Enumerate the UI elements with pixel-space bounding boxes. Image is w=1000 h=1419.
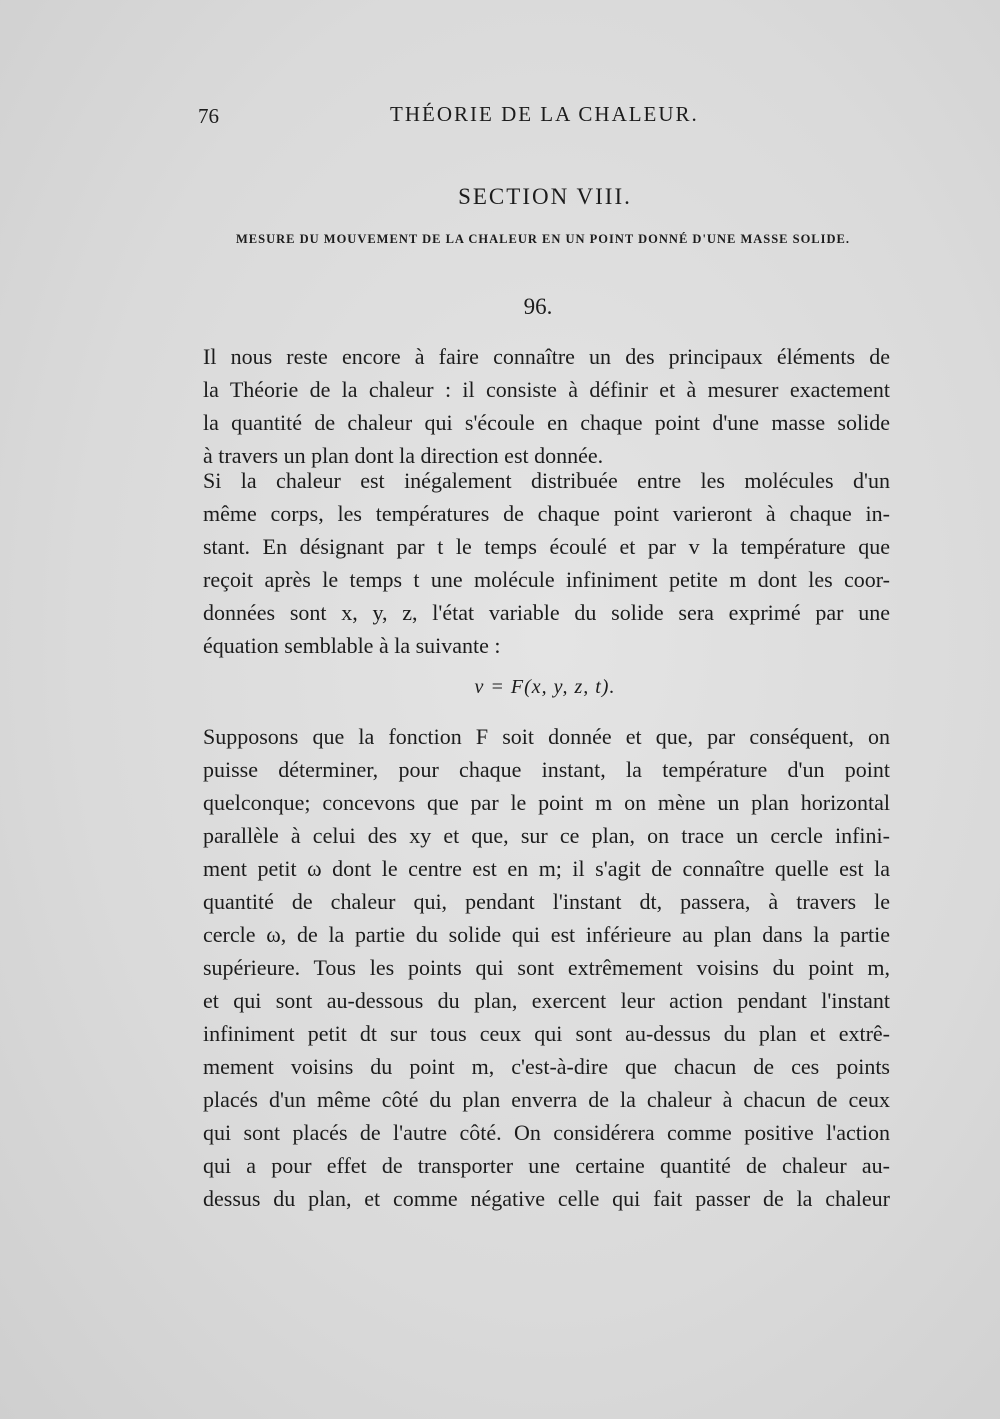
- running-header: [0, 100, 1000, 130]
- page-number: 76: [198, 104, 219, 128]
- text-line: Il nous reste encore à faire connaître un des principaux éléments de: [203, 344, 890, 369]
- paragraph-distribution: [203, 464, 890, 662]
- text-line: même corps, les températures de chaque point varieront à chaque in-: [203, 501, 890, 526]
- text-line: à travers un plan dont la direction est donnée.: [203, 443, 604, 468]
- text-line: Si la chaleur est inégalement distribuée entre les molécules d'un: [203, 468, 890, 493]
- equation: v = F(x, y, z, t).: [474, 676, 616, 698]
- text-line: cercle ω, de la partie du solide qui est inférieure au plan dans la partie: [203, 922, 890, 947]
- text-line: stant. En désignant par t le temps écoulé et par v la température que: [203, 534, 890, 559]
- article-number: 96.: [523, 294, 553, 319]
- text-line: et qui sont au-dessous du plan, exercent leur action pendant l'instant: [203, 988, 890, 1013]
- text-line: données sont x, y, z, l'état variable du solide sera exprimé par une: [203, 600, 890, 625]
- text-line: quelconque; concevons que par le point m on mène un plan horizontal: [203, 790, 890, 815]
- text-line: équation semblable à la suivante :: [203, 633, 501, 658]
- text-line: ment petit ω dont le centre est en m; il s'agit de connaître quelle est la: [203, 856, 890, 881]
- section-subtitle: MESURE DU MOUVEMENT DE LA CHALEUR EN UN POINT DONNÉ D'UNE MASSE SOLIDE.: [235, 232, 850, 246]
- text-line: infiniment petit dt sur tous ceux qui sont au-dessus du plan et extrê-: [203, 1021, 890, 1046]
- text-line: mement voisins du point m, c'est-à-dire que chacun de ces points: [203, 1054, 890, 1079]
- text-line: parallèle à celui des xy et que, sur ce plan, on trace un cercle infini-: [203, 823, 890, 848]
- text-line: supérieure. Tous les points qui sont extrêmement voisins du point m,: [203, 955, 890, 980]
- paragraph-function: [203, 720, 890, 1215]
- text-line: qui a pour effet de transporter une certaine quantité de chaleur au-: [203, 1153, 890, 1178]
- text-line: Supposons que la fonction F soit donnée et que, par conséquent, on: [203, 724, 890, 749]
- text-line: la quantité de chaleur qui s'écoule en chaque point d'une masse solide: [203, 410, 890, 435]
- text-line: qui sont placés de l'autre côté. On considérera comme positive l'action: [203, 1120, 890, 1145]
- text-line: quantité de chaleur qui, pendant l'instant dt, passera, à travers le: [203, 889, 890, 914]
- text-line: la Théorie de la chaleur : il consiste à définir et à mesurer exactement: [203, 377, 890, 402]
- text-line: puisse déterminer, pour chaque instant, la température d'un point: [203, 757, 890, 782]
- text-line: reçoit après le temps t une molécule infiniment petite m dont les coor-: [203, 567, 890, 592]
- section-title: SECTION VIII.: [458, 184, 632, 209]
- text-line: placés d'un même côté du plan enverra de la chaleur à chacun de ceux: [203, 1087, 890, 1112]
- running-title: THÉORIE DE LA CHALEUR.: [390, 102, 699, 126]
- paragraph-intro: [203, 340, 890, 472]
- text-line: dessus du plan, et comme négative celle qui fait passer de la chaleur: [203, 1186, 890, 1211]
